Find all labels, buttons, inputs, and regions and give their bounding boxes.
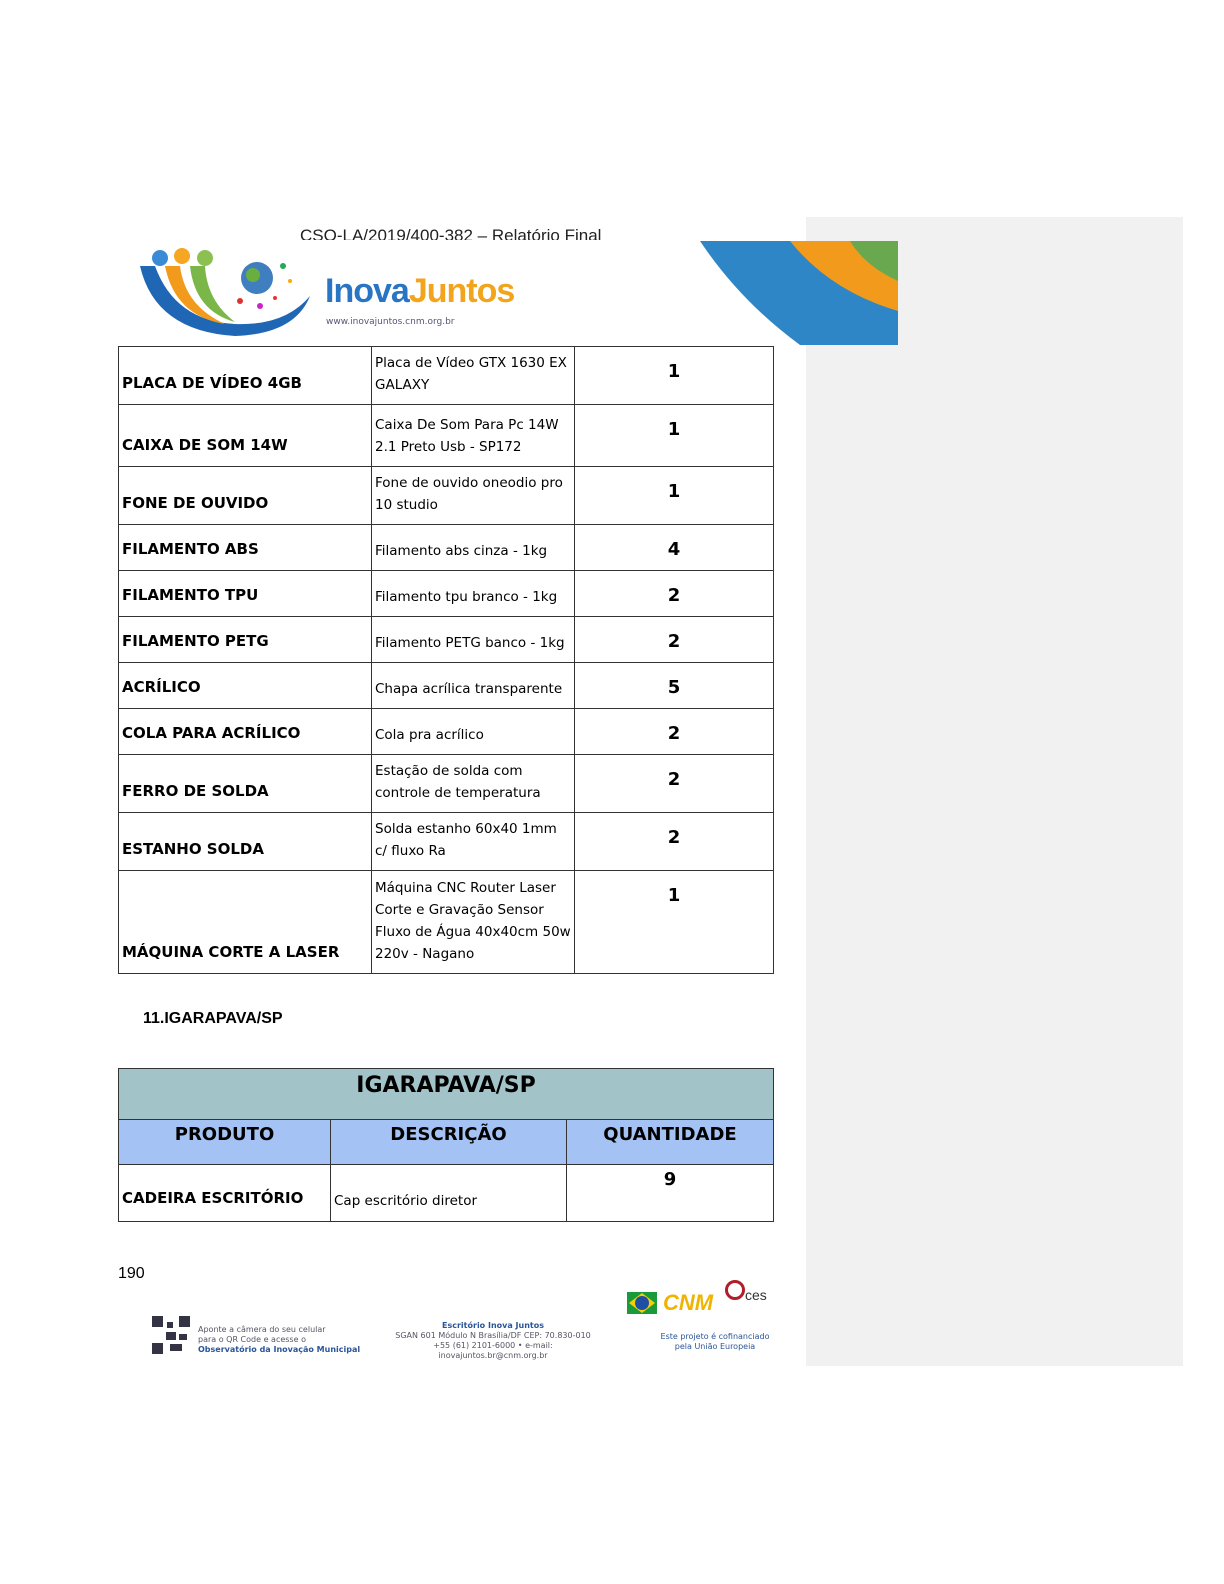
brand-url: www.inovajuntos.cnm.org.br [326, 317, 455, 327]
cell-produto: FILAMENTO PETG [119, 617, 372, 663]
table-title: IGARAPAVA/SP [119, 1069, 774, 1120]
table-row [119, 347, 774, 405]
cell-descricao: Fone de ouvido oneodio pro 10 studio [372, 467, 575, 525]
qr-text-2: para o QR Code e acesse o [198, 1335, 306, 1344]
office-contact: +55 (61) 2101-6000 • e-mail: inovajuntos.br@cnm.org.br [433, 1341, 553, 1360]
table-row [119, 871, 774, 974]
ces-logo-icon [725, 1280, 767, 1306]
cell-produto: PLACA DE VÍDEO 4GB [119, 347, 372, 405]
cell-descricao: Placa de Vídeo GTX 1630 EX GALAXY [372, 347, 575, 405]
cell-quantidade: 2 [575, 755, 774, 813]
products-table-continued [118, 346, 774, 974]
cell-produto: CADEIRA ESCRITÓRIO [119, 1165, 331, 1222]
decorative-swoosh-icon [700, 241, 898, 345]
cell-descricao: Máquina CNC Router Laser Corte e Gravação Sensor Fluxo de Água 40x40cm 50w 220v - Nagano [372, 871, 575, 974]
cell-quantidade: 1 [575, 347, 774, 405]
cofinance-text-2: pela União Europeia [674, 1342, 756, 1351]
table-row [119, 755, 774, 813]
cell-produto: COLA PARA ACRÍLICO [119, 709, 372, 755]
office-title: Escritório Inova Juntos [442, 1321, 544, 1330]
cell-quantidade: 2 [575, 617, 774, 663]
cofinance-text-1: Este projeto é cofinanciado [660, 1332, 770, 1341]
cell-quantidade: 1 [575, 467, 774, 525]
cell-descricao: Filamento abs cinza - 1kg [372, 525, 575, 571]
cell-produto: MÁQUINA CORTE A LASER [119, 871, 372, 974]
cell-quantidade: 1 [575, 405, 774, 467]
header-quantidade: QUANTIDADE [567, 1120, 774, 1165]
cell-produto: ACRÍLICO [119, 663, 372, 709]
table-row [119, 663, 774, 709]
cell-produto: FERRO DE SOLDA [119, 755, 372, 813]
cell-quantidade: 2 [575, 709, 774, 755]
cell-quantidade: 1 [575, 871, 774, 974]
cell-descricao: Estação de solda com controle de temperatura [372, 755, 575, 813]
cell-descricao: Cola pra acrílico [372, 709, 575, 755]
header-produto: PRODUTO [119, 1120, 331, 1165]
section-heading: 11.IGARAPAVA/SP [143, 1010, 283, 1027]
cell-produto: FONE DE OUVIDO [119, 467, 372, 525]
cell-produto: CAIXA DE SOM 14W [119, 405, 372, 467]
cell-descricao: Cap escritório diretor [331, 1165, 567, 1222]
brand-part-1: Inova [325, 272, 409, 310]
document-reference: CSO-LA/2019/400-382 – Relatório Final [300, 226, 602, 240]
qr-code-icon [152, 1316, 190, 1354]
qr-text-1: Aponte a câmera do seu celular [198, 1325, 326, 1334]
cell-descricao: Caixa De Som Para Pc 14W 2.1 Preto Usb - SP172 [372, 405, 575, 467]
brand-wordmark [325, 272, 514, 311]
cofinance-note [650, 1332, 780, 1352]
brand-part-2: Juntos [408, 272, 515, 310]
office-info [378, 1321, 608, 1361]
table-row [119, 525, 774, 571]
cnm-text: CNM [663, 1290, 714, 1315]
ces-text: ces [745, 1287, 767, 1303]
cell-produto: FILAMENTO ABS [119, 525, 372, 571]
margin-panel [806, 217, 1183, 1366]
office-address: SGAN 601 Módulo N Brasília/DF CEP: 70.830-010 [395, 1331, 591, 1340]
qr-caption [198, 1325, 360, 1355]
cell-quantidade: 5 [575, 663, 774, 709]
table-row [119, 709, 774, 755]
cell-descricao: Solda estanho 60x40 1mm c/ fluxo Ra [372, 813, 575, 871]
cell-descricao: Filamento PETG banco - 1kg [372, 617, 575, 663]
cell-quantidade: 2 [575, 813, 774, 871]
header-descricao: DESCRIÇÃO [331, 1120, 567, 1165]
table-row [119, 467, 774, 525]
cell-quantidade: 9 [567, 1165, 774, 1222]
cnm-logo-icon [627, 1288, 714, 1318]
cell-produto: FILAMENTO TPU [119, 571, 372, 617]
page-number: 190 [118, 1265, 145, 1282]
table-row [119, 617, 774, 663]
inova-juntos-logo-icon [135, 246, 315, 342]
igarapava-table [118, 1068, 774, 1222]
cell-quantidade: 4 [575, 525, 774, 571]
table-row [119, 813, 774, 871]
table-row [119, 405, 774, 467]
cell-produto: ESTANHO SOLDA [119, 813, 372, 871]
cell-descricao: Filamento tpu branco - 1kg [372, 571, 575, 617]
cell-quantidade: 2 [575, 571, 774, 617]
table-row [119, 571, 774, 617]
qr-text-3: Observatório da Inovação Municipal [198, 1345, 361, 1354]
cell-descricao: Chapa acrílica transparente [372, 663, 575, 709]
table-row [119, 1165, 774, 1222]
